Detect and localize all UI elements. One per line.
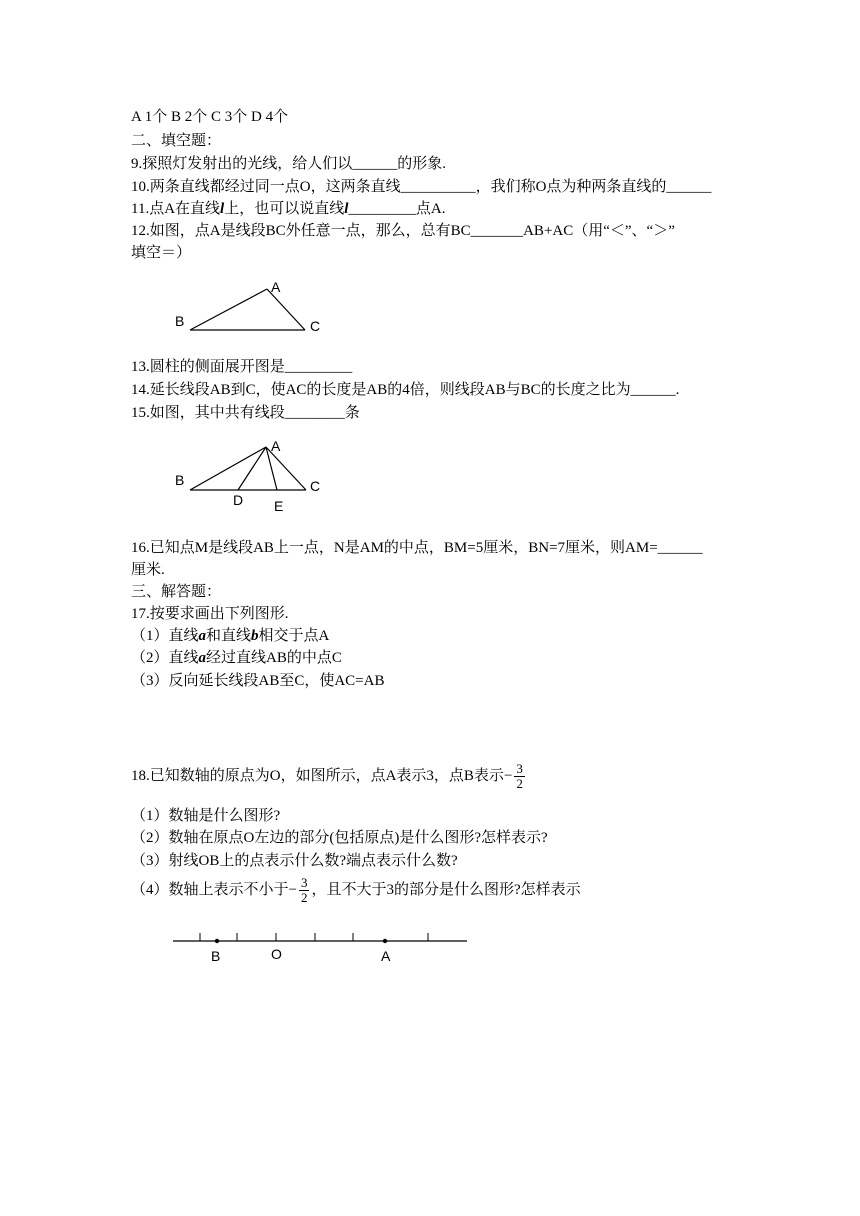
question-18 — [131, 762, 527, 791]
q17-2-part-a: （2）直线 — [131, 650, 199, 666]
fraction-denominator: 2 — [516, 776, 523, 791]
fig1-label-b: B — [175, 313, 185, 329]
options-line: A 1个 B 2个 C 3个 D 4个 — [131, 109, 289, 125]
question-12-line2: 填空＝） — [131, 245, 192, 261]
fraction-denominator: 2 — [300, 890, 308, 905]
fraction-three-halves-2 — [299, 876, 310, 905]
q18-4-part-b: ，且不大于3的部分是什么图形?怎样表示 — [311, 881, 581, 898]
q18-minus-sign: − — [503, 767, 513, 784]
q17-1-part-c: 相交于点A — [258, 628, 330, 644]
question-16-line1: 16.已知点M是线段AB上一点，N是AM的中点，BM=5厘米，BN=7厘米，则AM=______ — [131, 540, 703, 556]
q11-part-b: 上，也可以说直线 — [224, 201, 345, 217]
fig2-label-a: A — [271, 438, 281, 454]
question-18-2: （2）数轴在原点O左边的部分(包括原点)是什么图形?怎样表示? — [131, 830, 548, 846]
fig2-label-b: B — [175, 472, 185, 488]
question-17-3: （3）反向延长线段AB至C，使AC=AB — [131, 673, 385, 689]
q18-4-part-a: （4）数轴上表示不小于 — [131, 881, 289, 898]
triangle-figure-2 — [190, 447, 306, 490]
question-17-1 — [131, 626, 329, 646]
fraction-numerator: 3 — [300, 875, 308, 890]
fig2-label-e: E — [274, 498, 284, 514]
q11-part-c: _________点A. — [348, 201, 446, 217]
question-17-2 — [131, 648, 342, 668]
fraction-numerator: 3 — [516, 761, 523, 776]
question-14: 14.延长线段AB到C，使AC的长度是AB的4倍，则线段AB与BC的长度之比为______. — [131, 382, 680, 398]
triangle-figure-1 — [190, 289, 305, 330]
fig2-label-c: C — [310, 478, 321, 494]
q17-1-var-b: b — [251, 628, 259, 644]
section2-title: 二、填空题： — [131, 133, 222, 149]
question-10: 10.两条直线都经过同一点O，这两条直线__________，我们称O点为种两条直线的______ — [131, 179, 712, 195]
q11-part-a: 11.点A在直线 — [131, 201, 221, 217]
numberline-label-a: A — [381, 948, 391, 964]
q11-line-l2: l — [344, 201, 349, 217]
q18-4-minus-sign: − — [288, 881, 297, 898]
question-18-3: （3）射线OB上的点表示什么数?端点表示什么数? — [131, 853, 458, 869]
fig1-label-a: A — [271, 279, 281, 295]
q17-1-var-a: a — [198, 628, 207, 644]
q17-1-part-b: 和直线 — [206, 628, 252, 644]
question-15: 15.如图，其中共有线段________条 — [131, 405, 360, 421]
numberline-label-o: O — [271, 946, 282, 962]
question-18-1: （1）数轴是什么图形? — [131, 808, 281, 824]
q17-1-part-a: （1）直线 — [131, 628, 199, 644]
question-16-line2: 厘米. — [131, 562, 165, 578]
fraction-three-halves — [514, 762, 525, 791]
question-12-line1: 12.如图，点A是线段BC外任意一点，那么，总有BC_______AB+AC（用“＜”、“＞” — [131, 223, 675, 239]
fig1-label-c: C — [310, 318, 321, 334]
q17-2-var-a: a — [198, 650, 207, 666]
section3-title: 三、解答题： — [131, 584, 222, 600]
q17-2-part-b: 经过直线AB的中点C — [206, 650, 342, 666]
q18-text: 18.已知数轴的原点为O，如图所示，点A表示3，点B表示 — [131, 767, 504, 784]
numberline-label-b: B — [211, 948, 221, 964]
question-9: 9.探照灯发射出的光线，给人们以______的形象. — [131, 156, 447, 172]
question-18-4 — [131, 876, 581, 905]
question-13: 13.圆柱的侧面展开图是_________ — [131, 359, 353, 375]
number-line-figure — [173, 933, 467, 943]
question-17: 17.按要求画出下列图形. — [131, 606, 289, 622]
fig2-label-d: D — [233, 492, 244, 508]
q11-line-l: l — [220, 201, 225, 217]
